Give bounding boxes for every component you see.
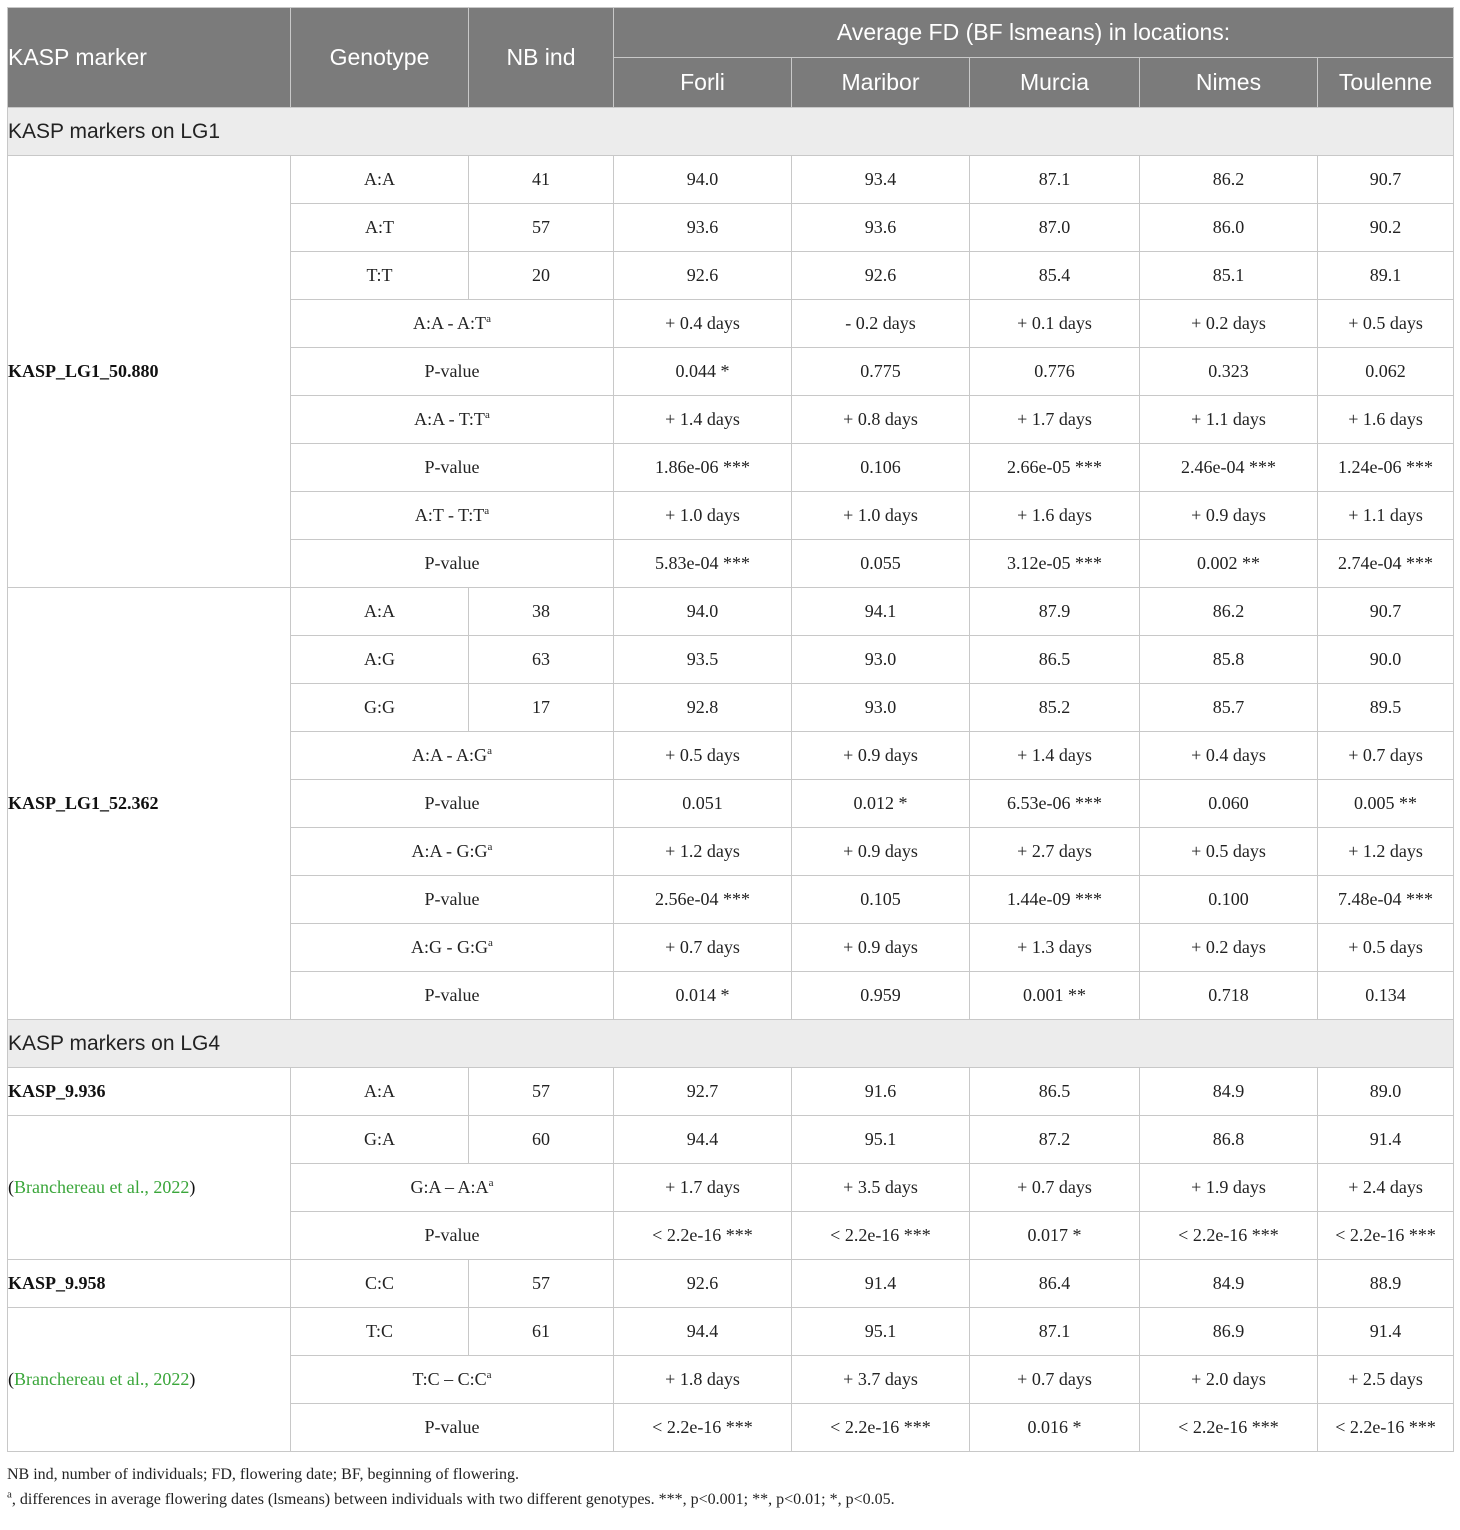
value-cell: 94.4 (614, 1116, 792, 1164)
value-cell: < 2.2e-16 *** (1318, 1404, 1454, 1452)
value-cell: 1.86e-06 *** (614, 444, 792, 492)
nb-ind-cell: 63 (469, 636, 614, 684)
footnote-2 (7, 1487, 1453, 1512)
value-cell: 0.105 (792, 876, 970, 924)
value-cell: 0.005 ** (1318, 780, 1454, 828)
value-cell: 95.1 (792, 1116, 970, 1164)
genotype-cell: G:A (291, 1116, 469, 1164)
value-cell: 91.4 (792, 1260, 970, 1308)
value-cell: + 1.0 days (614, 492, 792, 540)
value-cell: + 0.4 days (1140, 732, 1318, 780)
comparison-text: A:T - T:T (414, 505, 485, 525)
comparison-label (291, 300, 614, 348)
value-cell: < 2.2e-16 *** (614, 1212, 792, 1260)
table-body (8, 108, 1454, 1452)
nb-ind-cell: 57 (469, 204, 614, 252)
comparison-text: P-value (424, 361, 480, 381)
comparison-text: A:A - A:G (412, 745, 488, 765)
comparison-label (291, 732, 614, 780)
section-title: KASP markers on LG1 (8, 108, 1454, 156)
value-cell: 93.6 (792, 204, 970, 252)
value-cell: + 1.3 days (970, 924, 1140, 972)
value-cell: 0.775 (792, 348, 970, 396)
value-cell: 0.044 * (614, 348, 792, 396)
value-cell: + 1.0 days (792, 492, 970, 540)
genotype-cell: A:T (291, 204, 469, 252)
value-cell: 2.74e-04 *** (1318, 540, 1454, 588)
value-cell: 91.4 (1318, 1116, 1454, 1164)
value-cell: 92.8 (614, 684, 792, 732)
genotype-cell: A:G (291, 636, 469, 684)
value-cell: 92.6 (614, 1260, 792, 1308)
comparison-text: A:A - G:G (411, 841, 488, 861)
value-cell: 0.001 ** (970, 972, 1140, 1020)
value-cell: 1.44e-09 *** (970, 876, 1140, 924)
value-cell: < 2.2e-16 *** (1140, 1404, 1318, 1452)
value-cell: 85.8 (1140, 636, 1318, 684)
genotype-cell: C:C (291, 1260, 469, 1308)
value-cell: + 0.8 days (792, 396, 970, 444)
value-cell: 88.9 (1318, 1260, 1454, 1308)
value-cell: + 1.9 days (1140, 1164, 1318, 1212)
nb-ind-cell: 61 (469, 1308, 614, 1356)
value-cell: + 3.5 days (792, 1164, 970, 1212)
table-row (8, 1068, 1454, 1116)
value-cell: 87.1 (970, 156, 1140, 204)
marker-cell: (Branchereau et al., 2022) (8, 1116, 291, 1260)
value-cell: 87.9 (970, 588, 1140, 636)
value-cell: + 2.0 days (1140, 1356, 1318, 1404)
section-title: KASP markers on LG4 (8, 1020, 1454, 1068)
value-cell: 0.134 (1318, 972, 1454, 1020)
value-cell: 86.5 (970, 1068, 1140, 1116)
value-cell: + 1.2 days (614, 828, 792, 876)
table-row (8, 1308, 1454, 1356)
comparison-text: A:A - A:T (413, 313, 487, 333)
value-cell: + 1.1 days (1140, 396, 1318, 444)
value-cell: + 0.5 days (1318, 300, 1454, 348)
section-row (8, 1020, 1454, 1068)
value-cell: 0.062 (1318, 348, 1454, 396)
value-cell: 89.0 (1318, 1068, 1454, 1116)
header-location: Toulenne (1318, 58, 1454, 108)
header-genotype: Genotype (291, 8, 469, 108)
value-cell: 91.6 (792, 1068, 970, 1116)
value-cell: + 1.6 days (970, 492, 1140, 540)
value-cell: 87.2 (970, 1116, 1140, 1164)
comparison-label (291, 1356, 614, 1404)
value-cell: 90.7 (1318, 588, 1454, 636)
footnote-marker: a (484, 505, 490, 517)
footnote-marker: a (488, 937, 493, 949)
value-cell: 0.060 (1140, 780, 1318, 828)
value-cell: 87.1 (970, 1308, 1140, 1356)
value-cell: + 1.7 days (970, 396, 1140, 444)
nb-ind-cell: 20 (469, 252, 614, 300)
marker-name: KASP_9.936 (8, 1081, 106, 1101)
value-cell: 0.051 (614, 780, 792, 828)
value-cell: 85.1 (1140, 252, 1318, 300)
footnote-marker: a (484, 409, 490, 421)
marker-cell (8, 1068, 291, 1116)
value-cell: 2.56e-04 *** (614, 876, 792, 924)
value-cell: 90.7 (1318, 156, 1454, 204)
value-cell: 90.2 (1318, 204, 1454, 252)
value-cell: 92.7 (614, 1068, 792, 1116)
comparison-text: G:A – A:A (410, 1177, 489, 1197)
comparison-text: P-value (424, 457, 480, 477)
value-cell: 3.12e-05 *** (970, 540, 1140, 588)
header-location: Nimes (1140, 58, 1318, 108)
value-cell: 94.0 (614, 156, 792, 204)
comparison-label (291, 396, 614, 444)
value-cell: 89.1 (1318, 252, 1454, 300)
table-row (8, 588, 1454, 636)
value-cell: + 2.5 days (1318, 1356, 1454, 1404)
footnotes (7, 1462, 1453, 1512)
comparison-text: T:C – C:C (412, 1369, 487, 1389)
value-cell: + 0.5 days (1318, 924, 1454, 972)
comparison-label (291, 1212, 614, 1260)
comparison-label (291, 780, 614, 828)
genotype-cell: A:A (291, 588, 469, 636)
value-cell: 86.0 (1140, 204, 1318, 252)
value-cell: 86.4 (970, 1260, 1140, 1308)
value-cell: 93.6 (614, 204, 792, 252)
genotype-cell: T:C (291, 1308, 469, 1356)
value-cell: 85.7 (1140, 684, 1318, 732)
value-cell: 90.0 (1318, 636, 1454, 684)
value-cell: + 0.2 days (1140, 924, 1318, 972)
marker-name: KASP_9.958 (8, 1273, 106, 1293)
comparison-label (291, 540, 614, 588)
value-cell: + 2.4 days (1318, 1164, 1454, 1212)
value-cell: + 0.4 days (614, 300, 792, 348)
value-cell: 86.9 (1140, 1308, 1318, 1356)
value-cell: 1.24e-06 *** (1318, 444, 1454, 492)
comparison-label (291, 1164, 614, 1212)
value-cell: + 0.7 days (970, 1164, 1140, 1212)
comparison-text: P-value (424, 889, 480, 909)
value-cell: 91.4 (1318, 1308, 1454, 1356)
value-cell: 92.6 (792, 252, 970, 300)
value-cell: < 2.2e-16 *** (792, 1404, 970, 1452)
value-cell: 7.48e-04 *** (1318, 876, 1454, 924)
value-cell: + 0.2 days (1140, 300, 1318, 348)
value-cell: 94.0 (614, 588, 792, 636)
value-cell: 95.1 (792, 1308, 970, 1356)
value-cell: + 0.7 days (1318, 732, 1454, 780)
value-cell: 87.0 (970, 204, 1140, 252)
value-cell: + 1.4 days (970, 732, 1140, 780)
marker-name: KASP_LG1_52.362 (8, 793, 159, 813)
footnote-1: NB ind, number of individuals; FD, flowering date; BF, beginning of flowering. (7, 1466, 519, 1483)
value-cell: < 2.2e-16 *** (792, 1212, 970, 1260)
footnote-marker: a (487, 745, 492, 757)
nb-ind-cell: 60 (469, 1116, 614, 1164)
comparison-text: A:G - G:G (411, 937, 489, 957)
value-cell: - 0.2 days (792, 300, 970, 348)
citation-link[interactable]: Branchereau et al., 2022 (14, 1177, 190, 1197)
header-nb-ind: NB ind (469, 8, 614, 108)
value-cell: + 1.6 days (1318, 396, 1454, 444)
value-cell: 0.014 * (614, 972, 792, 1020)
comparison-text: P-value (424, 1225, 480, 1245)
comparison-text: P-value (424, 793, 480, 813)
value-cell: 0.055 (792, 540, 970, 588)
value-cell: 0.002 ** (1140, 540, 1318, 588)
footnote-marker: a (486, 313, 491, 325)
value-cell: 93.5 (614, 636, 792, 684)
value-cell: 94.1 (792, 588, 970, 636)
value-cell: 89.5 (1318, 684, 1454, 732)
value-cell: 0.959 (792, 972, 970, 1020)
marker-cell (8, 1260, 291, 1308)
value-cell: 0.012 * (792, 780, 970, 828)
value-cell: 86.2 (1140, 156, 1318, 204)
value-cell: 92.6 (614, 252, 792, 300)
table-row (8, 1260, 1454, 1308)
footnote-marker: a (487, 841, 493, 853)
citation-link[interactable]: Branchereau et al., 2022 (14, 1369, 190, 1389)
value-cell: + 1.4 days (614, 396, 792, 444)
comparison-text: P-value (424, 1417, 480, 1437)
comparison-label (291, 924, 614, 972)
value-cell: 0.718 (1140, 972, 1318, 1020)
value-cell: 86.2 (1140, 588, 1318, 636)
value-cell: 2.46e-04 *** (1140, 444, 1318, 492)
value-cell: + 0.9 days (1140, 492, 1318, 540)
nb-ind-cell: 17 (469, 684, 614, 732)
comparison-label (291, 348, 614, 396)
comparison-label (291, 876, 614, 924)
footnote-2-text: , differences in average flowering dates (lsmeans) between individuals with two different genotypes. ***, p<0.001; **, p<0.01; *, p<0.05. (11, 1491, 895, 1508)
value-cell: + 0.5 days (614, 732, 792, 780)
nb-ind-cell: 38 (469, 588, 614, 636)
value-cell: < 2.2e-16 *** (1140, 1212, 1318, 1260)
value-cell: 86.8 (1140, 1116, 1318, 1164)
value-cell: < 2.2e-16 *** (614, 1404, 792, 1452)
table-container (7, 7, 1453, 1512)
value-cell: 93.0 (792, 636, 970, 684)
data-table (7, 7, 1454, 1452)
value-cell: + 0.5 days (1140, 828, 1318, 876)
comparison-label (291, 1404, 614, 1452)
genotype-cell: T:T (291, 252, 469, 300)
value-cell: 84.9 (1140, 1260, 1318, 1308)
value-cell: + 0.9 days (792, 828, 970, 876)
header-group-title: Average FD (BF lsmeans) in locations: (614, 8, 1454, 58)
value-cell: 0.017 * (970, 1212, 1140, 1260)
value-cell: + 1.7 days (614, 1164, 792, 1212)
value-cell: + 0.7 days (970, 1356, 1140, 1404)
genotype-cell: G:G (291, 684, 469, 732)
section-row (8, 108, 1454, 156)
marker-cell (8, 156, 291, 588)
header-location: Forli (614, 58, 792, 108)
table-row (8, 156, 1454, 204)
footnote-marker: a (488, 1177, 494, 1189)
table-row (8, 1116, 1454, 1164)
value-cell: 84.9 (1140, 1068, 1318, 1116)
comparison-label (291, 444, 614, 492)
value-cell: 0.106 (792, 444, 970, 492)
value-cell: + 0.9 days (792, 732, 970, 780)
comparison-text: P-value (424, 985, 480, 1005)
value-cell: 85.4 (970, 252, 1140, 300)
comparison-text: A:A - T:T (414, 409, 485, 429)
value-cell: 5.83e-04 *** (614, 540, 792, 588)
value-cell: 0.323 (1140, 348, 1318, 396)
genotype-cell: A:A (291, 1068, 469, 1116)
value-cell: + 1.1 days (1318, 492, 1454, 540)
nb-ind-cell: 41 (469, 156, 614, 204)
nb-ind-cell: 57 (469, 1260, 614, 1308)
value-cell: + 0.9 days (792, 924, 970, 972)
value-cell: + 1.2 days (1318, 828, 1454, 876)
value-cell: + 0.1 days (970, 300, 1140, 348)
value-cell: 94.4 (614, 1308, 792, 1356)
value-cell: 0.776 (970, 348, 1140, 396)
footnote-sup: a (7, 1488, 12, 1501)
value-cell: < 2.2e-16 *** (1318, 1212, 1454, 1260)
table-header (8, 8, 1454, 108)
value-cell: + 1.8 days (614, 1356, 792, 1404)
comparison-text: P-value (424, 553, 480, 573)
value-cell: 85.2 (970, 684, 1140, 732)
value-cell: + 3.7 days (792, 1356, 970, 1404)
marker-cell (8, 588, 291, 1020)
value-cell: 6.53e-06 *** (970, 780, 1140, 828)
nb-ind-cell: 57 (469, 1068, 614, 1116)
header-location: Murcia (970, 58, 1140, 108)
value-cell: + 2.7 days (970, 828, 1140, 876)
header-marker: KASP marker (8, 8, 291, 108)
marker-name: KASP_LG1_50.880 (8, 361, 159, 381)
footnote-marker: a (486, 1369, 492, 1381)
genotype-cell: A:A (291, 156, 469, 204)
value-cell: 93.4 (792, 156, 970, 204)
value-cell: + 0.7 days (614, 924, 792, 972)
value-cell: 0.100 (1140, 876, 1318, 924)
comparison-label (291, 492, 614, 540)
comparison-label (291, 828, 614, 876)
value-cell: 86.5 (970, 636, 1140, 684)
value-cell: 2.66e-05 *** (970, 444, 1140, 492)
value-cell: 0.016 * (970, 1404, 1140, 1452)
comparison-label (291, 972, 614, 1020)
marker-cell: (Branchereau et al., 2022) (8, 1308, 291, 1452)
value-cell: 93.0 (792, 684, 970, 732)
header-location: Maribor (792, 58, 970, 108)
